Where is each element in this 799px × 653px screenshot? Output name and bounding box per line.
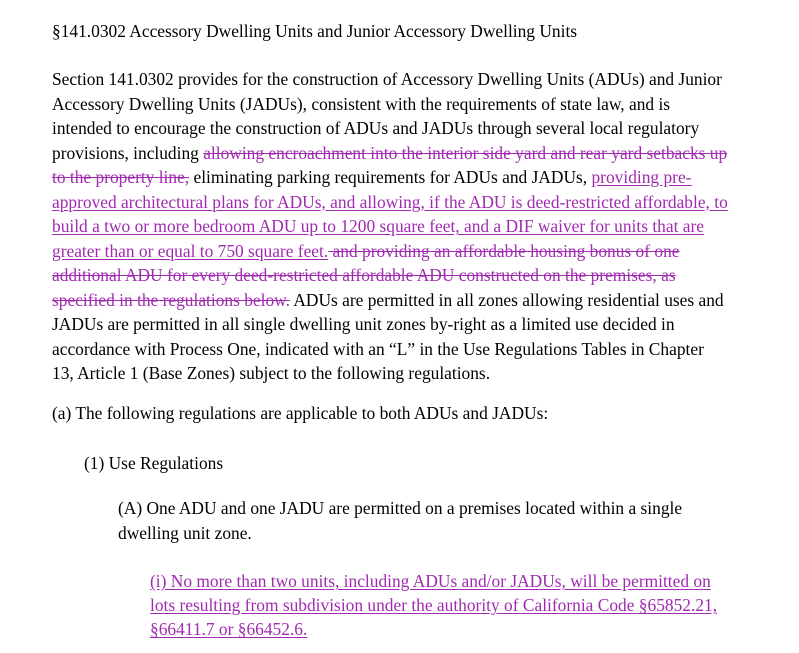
subsection-A-line-2: dwelling unit zone. (118, 523, 252, 543)
subsection-i-line-2: lots resulting from subdivision under the authority of California Code §65852.21, (150, 595, 718, 615)
deleted-text: specified in the regulations below. (52, 289, 290, 310)
intro-line-13: 13, Article 1 (Base Zones) subject to the following regulations. (52, 363, 491, 383)
subsection-i-line-1: (i) No more than two units, including ADUs and/or JADUs, will be permitted on (150, 571, 711, 591)
subsection-i-line-3: §66411.7 or §66452.6. (150, 619, 308, 639)
intro-line-6 (52, 190, 772, 215)
plain-text: provisions, including (52, 142, 204, 163)
intro-line-7 (52, 214, 772, 239)
plain-text: ADUs are permitted in all zones allowing residential uses and (289, 289, 724, 310)
intro-line-10 (52, 288, 772, 313)
deleted-text: additional ADU for every deed-restricted affordable ADU constructed on the premises, as (52, 265, 676, 285)
intro-line-8 (52, 239, 772, 264)
intro-line-4 (52, 141, 772, 166)
inserted-text: providing pre- (591, 167, 692, 187)
plain-text: eliminating parking requirements for ADUs and JADUs, (189, 167, 592, 187)
intro-line-12: accordance with Process One, indicated with an “L” in the Use Regulations Tables in Chapter (52, 338, 704, 359)
subsection-A (118, 496, 682, 546)
section-heading: §141.0302 Accessory Dwelling Units and Junior Accessory Dwelling Units (52, 21, 578, 41)
intro-line-5 (52, 165, 772, 190)
inserted-text: greater than or equal to 750 square feet. (52, 240, 329, 261)
intro-line-3: intended to encourage the construction of ADUs and JADUs through several local regulatory (52, 118, 700, 138)
subsection-a: (a) The following regulations are applicable to both ADUs and JADUs: (52, 403, 549, 423)
deleted-text: and providing an affordable housing bonus of one (328, 240, 680, 261)
intro-line-2: Accessory Dwelling Units (JADUs), consistent with the requirements of state law, and is (52, 93, 671, 114)
inserted-text: approved architectural plans for ADUs, and allowing, if the ADU is deed-restricted affordable, to (52, 191, 728, 212)
inserted-text: build a two or more bedroom ADU up to 1200 square feet, and a DIF waiver for units that are (52, 216, 704, 236)
subsection-A-line-1: (A) One ADU and one JADU are permitted on a premises located within a single (118, 498, 683, 518)
subsection-1-use-regulations: (1) Use Regulations (84, 453, 224, 473)
intro-line-1: Section 141.0302 provides for the construction of Accessory Dwelling Units (ADUs) and Junior (52, 69, 722, 89)
deleted-text: to the property line, (52, 167, 190, 187)
intro-paragraph (52, 67, 772, 386)
subsection-i (150, 569, 717, 641)
intro-line-11: JADUs are permitted in all single dwelling unit zones by-right as a limited use decided in (52, 314, 675, 334)
deleted-text: allowing encroachment into the interior side yard and rear yard setbacks up (203, 142, 728, 163)
intro-line-9 (52, 263, 772, 288)
